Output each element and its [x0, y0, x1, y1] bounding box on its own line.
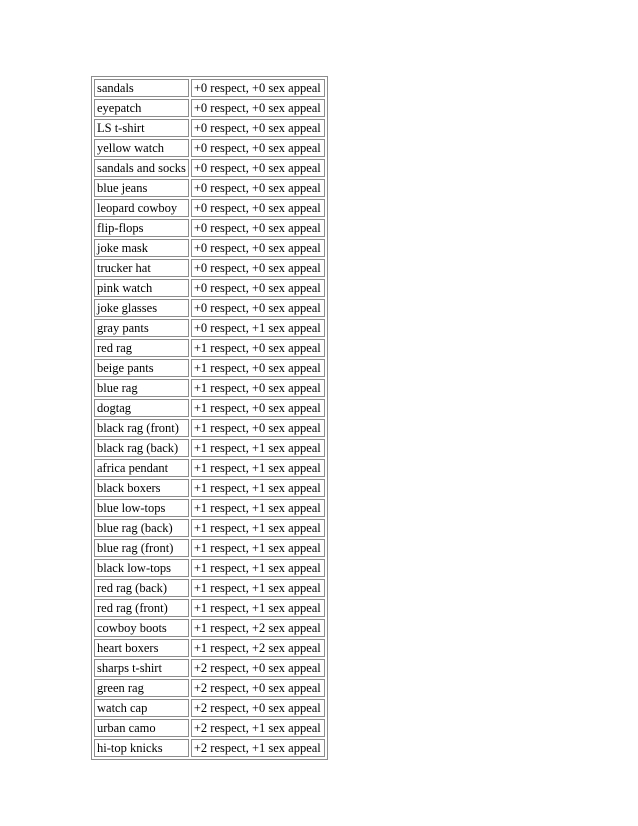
item-effect-cell: +0 respect, +0 sex appeal [191, 219, 325, 237]
item-name-cell: blue low-tops [94, 499, 189, 517]
table-row [94, 119, 325, 137]
table-row [94, 699, 325, 717]
table-row [94, 679, 325, 697]
item-effect-cell: +1 respect, +1 sex appeal [191, 599, 325, 617]
item-effect-cell: +0 respect, +1 sex appeal [191, 319, 325, 337]
table-row [94, 579, 325, 597]
table-row [94, 739, 325, 757]
item-effect-cell: +1 respect, +1 sex appeal [191, 499, 325, 517]
item-effect-cell: +0 respect, +0 sex appeal [191, 79, 325, 97]
item-effect-cell: +0 respect, +0 sex appeal [191, 259, 325, 277]
item-effect-cell: +1 respect, +2 sex appeal [191, 639, 325, 657]
table-row [94, 439, 325, 457]
item-effect-cell: +0 respect, +0 sex appeal [191, 139, 325, 157]
item-effect-cell: +0 respect, +0 sex appeal [191, 199, 325, 217]
item-effect-cell: +0 respect, +0 sex appeal [191, 159, 325, 177]
item-name-cell: black boxers [94, 479, 189, 497]
table-row [94, 239, 325, 257]
item-name-cell: gray pants [94, 319, 189, 337]
table-row [94, 559, 325, 577]
item-name-cell: eyepatch [94, 99, 189, 117]
table-row [94, 99, 325, 117]
item-effect-cell: +2 respect, +0 sex appeal [191, 679, 325, 697]
item-name-cell: green rag [94, 679, 189, 697]
item-effect-cell: +1 respect, +1 sex appeal [191, 479, 325, 497]
item-effect-cell: +1 respect, +1 sex appeal [191, 579, 325, 597]
item-name-cell: blue rag (front) [94, 539, 189, 557]
item-effect-cell: +1 respect, +0 sex appeal [191, 419, 325, 437]
item-name-cell: beige pants [94, 359, 189, 377]
table-row [94, 379, 325, 397]
table-row [94, 79, 325, 97]
table-row [94, 639, 325, 657]
item-effect-cell: +0 respect, +0 sex appeal [191, 179, 325, 197]
item-effect-cell: +1 respect, +0 sex appeal [191, 379, 325, 397]
items-table-body [94, 79, 325, 757]
item-name-cell: blue rag [94, 379, 189, 397]
item-name-cell: africa pendant [94, 459, 189, 477]
item-name-cell: joke mask [94, 239, 189, 257]
item-name-cell: dogtag [94, 399, 189, 417]
item-effect-cell: +1 respect, +0 sex appeal [191, 339, 325, 357]
item-name-cell: sandals [94, 79, 189, 97]
table-row [94, 159, 325, 177]
item-effect-cell: +2 respect, +0 sex appeal [191, 659, 325, 677]
item-name-cell: pink watch [94, 279, 189, 297]
item-name-cell: sandals and socks [94, 159, 189, 177]
table-row [94, 399, 325, 417]
item-effect-cell: +1 respect, +1 sex appeal [191, 459, 325, 477]
table-row [94, 219, 325, 237]
item-name-cell: flip-flops [94, 219, 189, 237]
table-row [94, 199, 325, 217]
item-name-cell: black rag (front) [94, 419, 189, 437]
item-name-cell: leopard cowboy [94, 199, 189, 217]
item-effect-cell: +2 respect, +1 sex appeal [191, 739, 325, 757]
item-name-cell: black low-tops [94, 559, 189, 577]
table-row [94, 279, 325, 297]
item-effect-cell: +1 respect, +2 sex appeal [191, 619, 325, 637]
table-row [94, 299, 325, 317]
item-effect-cell: +2 respect, +1 sex appeal [191, 719, 325, 737]
table-row [94, 359, 325, 377]
item-name-cell: joke glasses [94, 299, 189, 317]
item-effect-cell: +0 respect, +0 sex appeal [191, 279, 325, 297]
item-name-cell: red rag (back) [94, 579, 189, 597]
item-effect-cell: +2 respect, +0 sex appeal [191, 699, 325, 717]
table-row [94, 499, 325, 517]
items-table [91, 76, 328, 760]
item-name-cell: LS t-shirt [94, 119, 189, 137]
item-effect-cell: +1 respect, +1 sex appeal [191, 439, 325, 457]
table-row [94, 659, 325, 677]
table-row [94, 459, 325, 477]
item-effect-cell: +0 respect, +0 sex appeal [191, 99, 325, 117]
item-name-cell: trucker hat [94, 259, 189, 277]
item-name-cell: blue rag (back) [94, 519, 189, 537]
item-effect-cell: +0 respect, +0 sex appeal [191, 119, 325, 137]
item-name-cell: red rag [94, 339, 189, 357]
item-effect-cell: +1 respect, +1 sex appeal [191, 559, 325, 577]
item-effect-cell: +1 respect, +0 sex appeal [191, 399, 325, 417]
item-effect-cell: +1 respect, +1 sex appeal [191, 519, 325, 537]
item-name-cell: urban camo [94, 719, 189, 737]
item-name-cell: watch cap [94, 699, 189, 717]
item-name-cell: yellow watch [94, 139, 189, 157]
table-row [94, 259, 325, 277]
item-name-cell: red rag (front) [94, 599, 189, 617]
item-effect-cell: +0 respect, +0 sex appeal [191, 299, 325, 317]
table-row [94, 619, 325, 637]
table-row [94, 339, 325, 357]
item-effect-cell: +1 respect, +1 sex appeal [191, 539, 325, 557]
table-row [94, 539, 325, 557]
table-row [94, 479, 325, 497]
item-effect-cell: +1 respect, +0 sex appeal [191, 359, 325, 377]
table-row [94, 419, 325, 437]
table-row [94, 519, 325, 537]
table-row [94, 179, 325, 197]
item-name-cell: blue jeans [94, 179, 189, 197]
table-row [94, 139, 325, 157]
item-name-cell: cowboy boots [94, 619, 189, 637]
item-name-cell: black rag (back) [94, 439, 189, 457]
item-name-cell: heart boxers [94, 639, 189, 657]
table-row [94, 599, 325, 617]
item-name-cell: hi-top knicks [94, 739, 189, 757]
item-name-cell: sharps t-shirt [94, 659, 189, 677]
item-effect-cell: +0 respect, +0 sex appeal [191, 239, 325, 257]
table-row [94, 719, 325, 737]
table-row [94, 319, 325, 337]
